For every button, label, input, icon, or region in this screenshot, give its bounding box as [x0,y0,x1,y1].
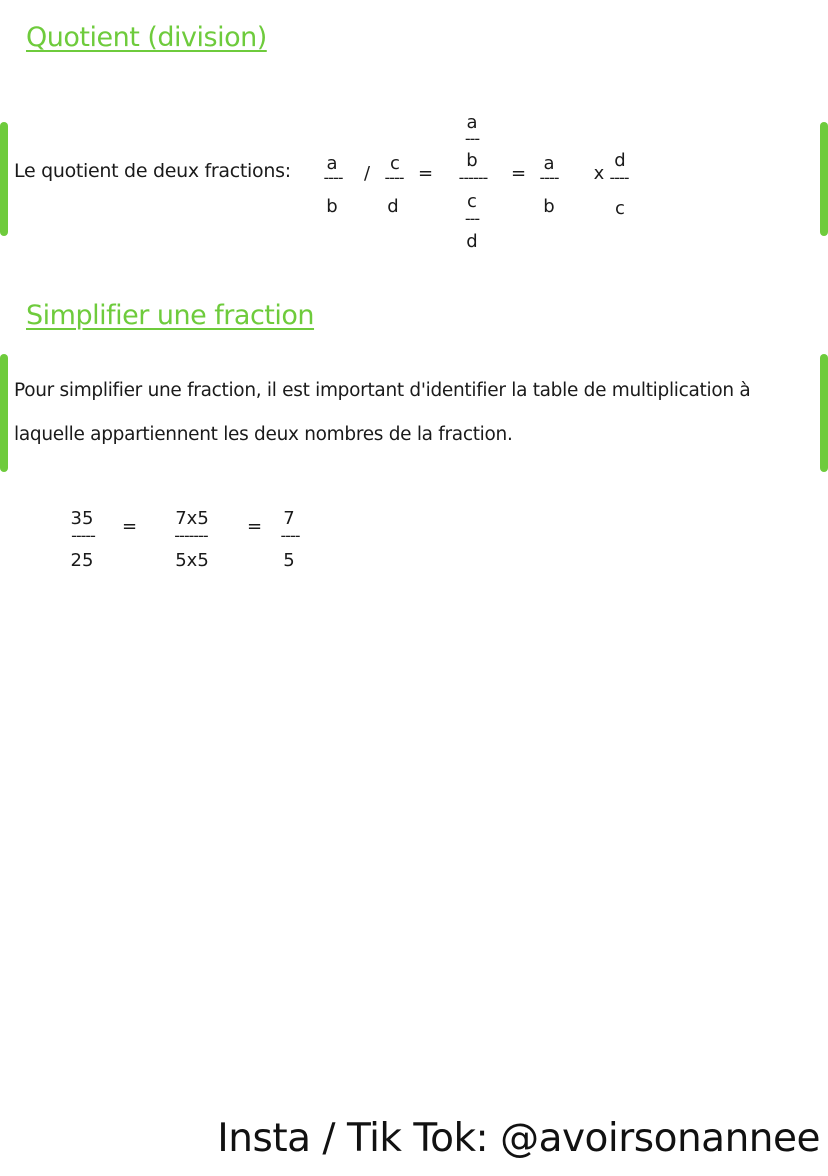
quotient-label: Le quotient de deux fractions: [14,160,291,182]
fraction-bar: ---- [280,526,300,545]
compound-bottom-denominator: d [466,231,478,252]
fraction-d-c-denominator: c [615,198,625,219]
fraction-a-b-denominator: b [326,196,338,217]
fraction-a-b-numerator: a [326,153,338,174]
right-accent-bar [820,122,828,236]
example-7x5-numerator: 7x5 [175,508,209,529]
example-5-denominator: 5 [283,550,295,571]
fraction-bar: ---- [539,168,559,187]
example-35-numerator: 35 [70,508,94,529]
left-accent-bar [0,122,8,236]
fraction-bar: --- [464,209,480,228]
fraction-bar: ---- [384,168,404,187]
left-accent-bar [0,354,8,472]
equals-sign: = [511,163,527,184]
fraction-bar: ---- [609,168,629,187]
simplifier-text-line2: laquelle appartiennent les deux nombres de la fraction. [14,424,513,445]
equals-sign: = [418,163,434,184]
fraction-bar: ---- [323,168,343,187]
compound-top-numerator: a [466,112,478,133]
compound-main-bar: ------ [458,168,488,187]
compound-top-denominator: b [466,150,478,171]
section-title-simplifier: Simplifier une fraction [26,300,315,331]
section-title-quotient: Quotient (division) [26,22,267,53]
footer-social-handle: Insta / Tik Tok: @avoirsonannee [217,1116,820,1161]
fraction-c-d-numerator: c [390,153,400,174]
fraction-d-c-numerator: d [614,150,626,171]
example-25-denominator: 25 [70,550,94,571]
simplifier-text-line1: Pour simplifier une fraction, il est important d'identifier la table de multiplication à [14,380,751,401]
right-accent-bar [820,354,828,472]
fraction-c-d-denominator: d [387,196,399,217]
example-7-numerator: 7 [283,508,295,529]
fraction-a-b2-denominator: b [543,196,555,217]
division-slash: / [363,163,371,184]
fraction-bar: ----- [71,526,95,545]
compound-bottom-numerator: c [467,191,477,212]
fraction-a-b2-numerator: a [543,153,555,174]
equals-sign: = [247,516,263,537]
fraction-bar: --- [464,129,480,148]
multiply-sign: x [593,163,605,184]
example-5x5-denominator: 5x5 [175,550,209,571]
fraction-bar: ------- [174,526,208,545]
equals-sign: = [122,516,138,537]
